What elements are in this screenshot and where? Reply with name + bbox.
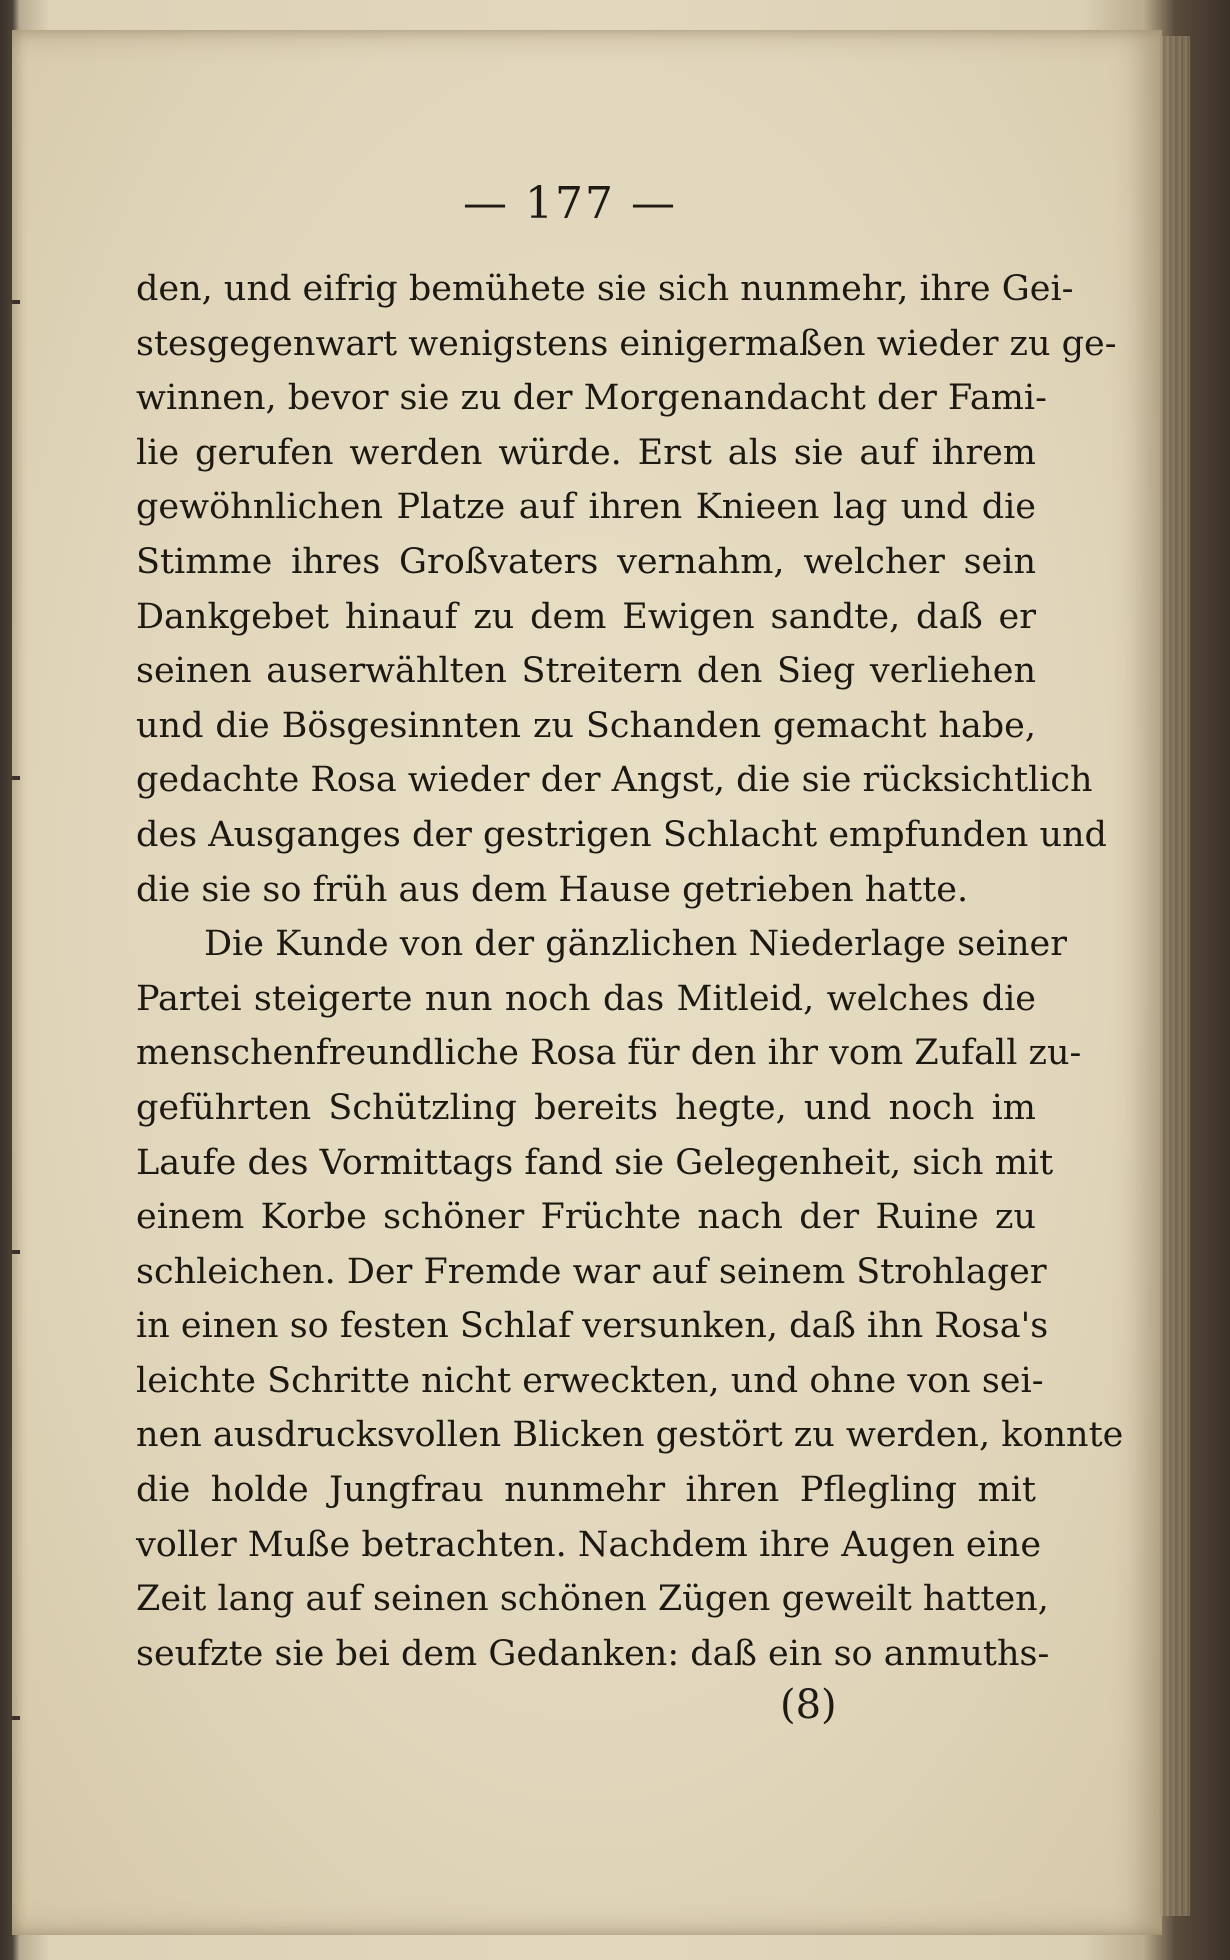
text-line: gewöhnlichen Platze auf ihren Knieen lag und die: [136, 487, 1036, 528]
text-line: lie gerufen werden würde. Erst als sie auf ihrem: [136, 432, 1036, 473]
text-line: Partei steigerte nun noch das Mitleid, welches die: [136, 978, 1036, 1019]
text-line: die holde Jungfrau nunmehr ihren Pflegling mit: [136, 1470, 1036, 1511]
text-line: des Ausganges der gestrigen Schlacht empfunden und: [136, 814, 1107, 855]
text-line: Stimme ihres Großvaters vernahm, welcher sein: [136, 541, 1036, 582]
paragraph-start-line: Die Kunde von der gänzlichen Niederlage seiner: [204, 924, 1067, 965]
signature-mark: (8): [780, 1682, 837, 1728]
text-line: seufzte sie bei dem Gedanken: daß ein so anmuths-: [136, 1633, 1050, 1674]
text-line: einem Korbe schöner Früchte nach der Ruine zu: [136, 1197, 1036, 1238]
text-line: gedachte Rosa wieder der Angst, die sie rücksichtlich: [136, 760, 1093, 801]
text-line: seinen auserwählten Streitern den Sieg verliehen: [136, 651, 1036, 692]
text-line: menschenfreundliche Rosa für den ihr vom Zufall zu-: [136, 1033, 1082, 1074]
text-line: den, und eifrig bemühete sie sich nunmehr, ihre Gei-: [136, 269, 1074, 309]
paragraph-end-line: die sie so früh aus dem Hause getrieben hatte.: [136, 869, 969, 910]
page-edge-stack: [1160, 36, 1190, 1916]
text-line: stesgegenwart wenigstens einigermaßen wieder zu ge-: [136, 323, 1117, 364]
text-line: Zeit lang auf seinen schönen Zügen geweilt hatten,: [136, 1579, 1049, 1620]
text-line: leichte Schritte nicht erweckten, und ohne von sei-: [136, 1360, 1044, 1401]
text-line: Laufe des Vormittags fand sie Gelegenheit, sich mit: [136, 1142, 1054, 1183]
margin-mark: [12, 1716, 20, 1720]
margin-mark: [12, 1250, 20, 1254]
text-line: winnen, bevor sie zu der Morgenandacht der Fami-: [136, 378, 1047, 419]
text-line: und die Bösgesinnten zu Schanden gemacht habe,: [136, 705, 1036, 746]
margin-mark: [12, 300, 20, 304]
text-line: schleichen. Der Fremde war auf seinem Strohlager: [136, 1251, 1047, 1292]
page-number: — 177 —: [463, 178, 677, 229]
margin-mark: [12, 776, 20, 780]
text-line: nen ausdrucksvollen Blicken gestört zu werden, konnte: [136, 1415, 1124, 1456]
text-line: Dankgebet hinauf zu dem Ewigen sandte, daß er: [136, 596, 1036, 637]
text-line: voller Muße betrachten. Nachdem ihre Augen eine: [136, 1524, 1042, 1565]
text-line: in einen so festen Schlaf versunken, daß ihn Rosa's: [136, 1306, 1049, 1347]
body-text: [136, 262, 1124, 1681]
text-line: geführten Schützling bereits hegte, und noch im: [136, 1087, 1036, 1128]
